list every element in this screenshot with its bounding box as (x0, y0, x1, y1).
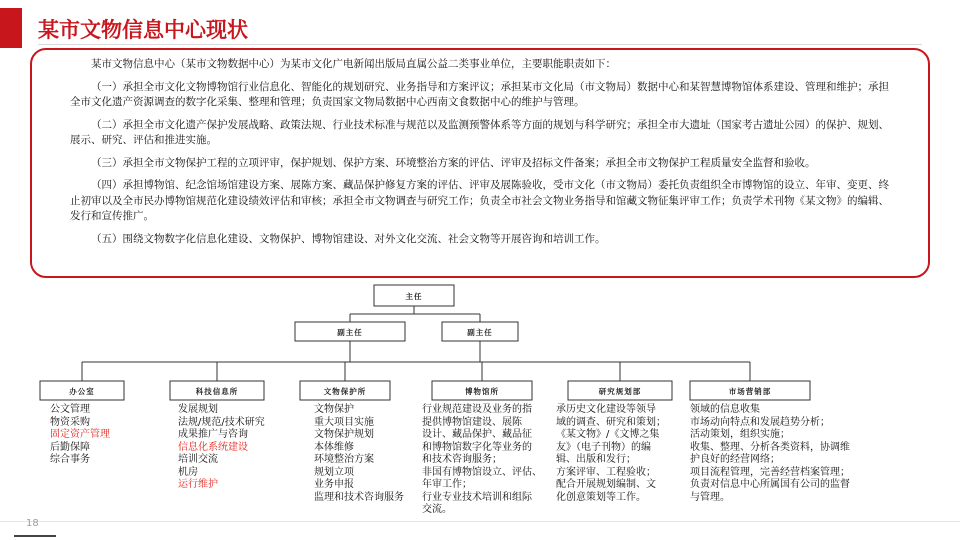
museum-duty-item: 和博物馆数字化等业务的 (422, 441, 532, 453)
org-dept-museum-label: 博物馆所 (465, 387, 499, 396)
museum-duty-item: 非国有博物馆设立、评估、 (422, 466, 542, 478)
heritage-protection-duty-item: 重大项目实施 (314, 416, 374, 428)
marketing-duty-item: 领域的信息收集 (690, 404, 760, 415)
org-dept-tech-info (170, 381, 264, 400)
museum-duty-item: 和技术咨询服务； (422, 454, 502, 465)
museum-duty-item: 行业专业技术培训和组际 (422, 491, 532, 503)
org-dept-research-planning (568, 381, 672, 400)
heritage-protection-duty-item: 文物保护规划 (314, 429, 374, 440)
research-planning-duty-item: 配合开展规划编制、文 (556, 479, 656, 490)
marketing-duty-item: 护良好的经营网络； (690, 454, 780, 465)
office-duty-item: 公文管理 (50, 404, 90, 415)
org-dept-marketing (690, 381, 810, 400)
museum-duty-list (422, 404, 542, 517)
tech-info-duty-item: 运行维护 (178, 479, 218, 490)
org-link-top-to-deputies (350, 306, 480, 322)
org-node-director-label: 主任 (405, 292, 423, 301)
tech-info-duty-item: 成果推广与咨询 (178, 429, 248, 440)
office-duty-list (50, 404, 110, 467)
org-chart (0, 280, 960, 405)
page-number: 18 (26, 518, 39, 529)
museum-duty-item: 交流。 (422, 504, 452, 515)
org-dept-marketing-label: 市场营销部 (728, 387, 772, 396)
museum-duty-item: 设计、藏品保护、藏品征 (422, 429, 532, 440)
duties-box (30, 48, 930, 278)
research-planning-duty-list (556, 404, 666, 504)
heritage-protection-duty-item: 规划立项 (314, 466, 354, 478)
duty-item-2: （二）承担全市文化遗产保护发展战略、政策法规、行业技术标准与规范以及监测预警体系等方面的规划与科学研究；承担全市大遗址（国家考古遗址公园）的保护、规划、展示、研究、评估和推进实施。 (70, 118, 889, 146)
research-planning-duty-item: 方案评审、工程验收； (556, 466, 656, 478)
marketing-duty-item: 活动策划，组织实施； (690, 429, 790, 440)
tech-info-duty-list (178, 404, 265, 492)
museum-duty-item: 年审工作； (422, 479, 472, 490)
org-dept-research-planning-label: 研究规划部 (598, 387, 642, 396)
heritage-protection-duty-item: 本体维修 (314, 441, 354, 453)
tech-info-duty-item: 法规/规范/技术研究 (178, 416, 265, 428)
title-divider (38, 44, 922, 45)
office-duty-item: 综合事务 (50, 454, 90, 465)
office-duty-item: 物资采购 (50, 416, 90, 428)
org-node-deputy-1-label: 副主任 (337, 328, 363, 337)
heritage-protection-duty-item: 环境整治方案 (314, 454, 374, 465)
footer-divider (0, 521, 960, 522)
org-dept-tech-info-label: 科技信息所 (195, 387, 239, 396)
page-title: 某市文物信息中心现状 (38, 18, 248, 42)
marketing-duty-item: 项目流程管理，完善经营档案管理； (690, 466, 850, 478)
org-node-deputy-2-label: 副主任 (467, 328, 493, 337)
tech-info-duty-item: 机房 (178, 466, 198, 478)
museum-duty-item: 行业规范建设及业务的指 (422, 404, 532, 415)
duty-item-3: （三）承担全市文物保护工程的立项评审，保护规划、保护方案、环境整治方案的评估、评审及招标文件备案；承担全市文物保护工程质量安全监督和验收。 (91, 156, 816, 169)
org-dept-heritage-protection (300, 381, 390, 400)
duty-intro: 某市文物信息中心（某市文物数据中心）为某市文化广电新闻出版局直属公益二类事业单位，主要职能职责如下： (91, 58, 616, 70)
research-planning-duty-item: 友》（电子刊物）的编 (556, 441, 651, 453)
org-node-deputy-1 (295, 322, 405, 341)
marketing-duty-item: 收集、整理、分析各类资料，协调维 (690, 441, 850, 453)
research-planning-duty-item: 辑、出版和发行； (556, 454, 636, 465)
heritage-protection-duty-item: 监理和技术咨询服务 (314, 491, 404, 503)
heritage-protection-duty-item: 业务申报 (314, 479, 354, 490)
org-node-director (374, 285, 454, 306)
marketing-duty-list (690, 404, 850, 504)
marketing-duty-item: 市场动向特点和发展趋势分析； (690, 416, 830, 428)
office-duty-item: 后勤保障 (50, 441, 90, 453)
duty-item-5: （五）围绕文物数字化信息化建设、文物保护、博物馆建设、对外文化交流、社会文物等开展咨询和培训工作。 (91, 232, 606, 245)
org-dept-office (40, 381, 124, 400)
marketing-duty-item: 与管理。 (690, 491, 730, 503)
research-planning-duty-item: 《某文物》/《文博之集 (556, 429, 660, 440)
tech-info-duty-item: 发展规划 (178, 404, 218, 415)
heritage-protection-duty-item: 文物保护 (314, 404, 354, 415)
tech-info-duty-item: 信息化系统建设 (178, 441, 248, 453)
marketing-duty-item: 负责对信息中心所属国有公司的监督 (690, 479, 850, 490)
org-dept-heritage-protection-label: 文物保护所 (323, 387, 367, 396)
duties-text (70, 57, 898, 247)
footer-accent-bar (14, 535, 56, 537)
research-planning-duty-item: 承历史文化建设等领导 (556, 404, 656, 415)
museum-duty-item: 提供博物馆建设、展陈 (422, 416, 522, 428)
org-dept-office-label: 办公室 (69, 387, 95, 396)
heritage-protection-duty-list (314, 404, 404, 504)
title-accent-bar (0, 8, 22, 48)
research-planning-duty-item: 域的调查、研究和策划； (556, 416, 666, 428)
duty-item-1: （一）承担全市文化文物博物馆行业信息化、智能化的规划研究、业务指导和方案评议；承担某市文化局（市文物局）数据中心和某智慧博物馆体系建设、管理和维护；承担全市文化遗产资源调查的数字化采集、整理和管理；负责国家文物局数据中心西南文食数据中心的维护与管理。 (70, 80, 889, 108)
office-duty-item: 固定资产管理 (50, 429, 110, 440)
org-node-deputy-2 (442, 322, 518, 341)
tech-info-duty-item: 培训交流 (178, 454, 218, 465)
org-link-deputies-to-departments (82, 341, 750, 381)
org-dept-museum (432, 381, 532, 400)
research-planning-duty-item: 化创意策划等工作。 (556, 491, 646, 503)
duty-item-4: （四）承担博物馆、纪念馆场馆建设方案、展陈方案、藏品保护修复方案的评估、评审及展陈验收，受市文化（市文物局）委托负责组织全市博物馆的设立、年审、变更、终止初审以及全市民办博物馆规范化建设绩效评估和审核；承担全市文物调查与研究工作；负责全市社会文物业务指导和馆藏文物征集评审工作；负责学术刊物《某文物》的编辑、发行和宣传推广。 (70, 179, 889, 222)
